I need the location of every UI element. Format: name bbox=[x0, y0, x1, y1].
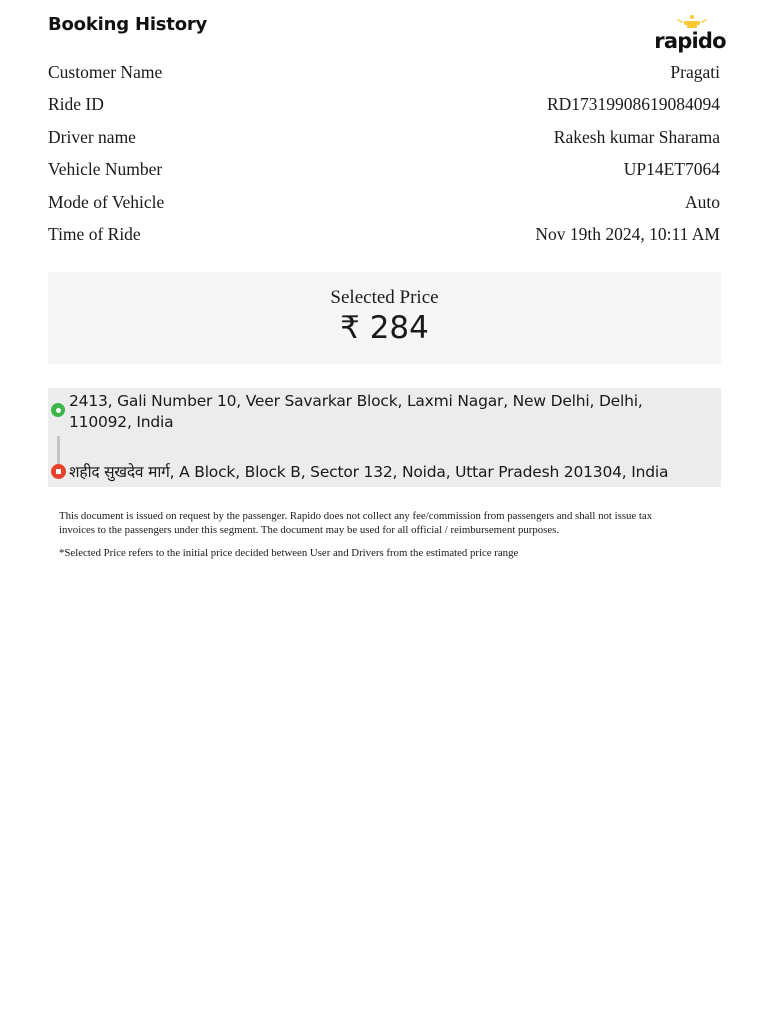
detail-row-vehicle-mode bbox=[48, 186, 720, 219]
detail-label: Vehicle Number bbox=[48, 159, 163, 180]
detail-value: RD17319908619084094 bbox=[546, 94, 720, 115]
detail-row-customer-name bbox=[48, 56, 720, 89]
detail-value: Auto bbox=[685, 191, 720, 212]
price-panel bbox=[48, 272, 721, 364]
disclaimer-text: This document is issued on request by the passenger. Rapido does not collect any fee/commission from passengers and shall not issue tax invoices to the passengers under this segment. The document may be used for all official / reimbursement purposes. bbox=[59, 510, 653, 536]
detail-label: Ride ID bbox=[48, 94, 104, 115]
detail-label: Time of Ride bbox=[48, 224, 141, 245]
price-value: ₹ 284 bbox=[340, 310, 429, 346]
detail-row-driver-name bbox=[48, 121, 720, 154]
svg-text:rapido: rapido bbox=[654, 29, 726, 53]
price-label: Selected Price bbox=[330, 287, 439, 308]
drop-pin-icon bbox=[51, 464, 66, 479]
detail-row-vehicle-number bbox=[48, 154, 720, 187]
header bbox=[48, 12, 726, 56]
footer-notes bbox=[59, 510, 688, 571]
detail-value: Rakesh kumar Sharama bbox=[553, 126, 720, 147]
detail-value: Pragati bbox=[670, 61, 720, 82]
detail-value: UP14ET7064 bbox=[623, 159, 720, 180]
rapido-logo bbox=[654, 14, 726, 54]
drop-address: शहीद सुखदेव मार्ग, A Block, Block B, Sector 132, Noida, Uttar Pradesh 201304, India bbox=[69, 463, 669, 481]
pickup-address: 2413, Gali Number 10, Veer Savarkar Block, Laxmi Nagar, New Delhi, Delhi, 110092, India bbox=[69, 392, 643, 431]
detail-row-ride-id bbox=[48, 89, 720, 122]
detail-label: Driver name bbox=[48, 126, 136, 147]
ride-details bbox=[48, 56, 720, 251]
route-panel bbox=[48, 388, 721, 487]
pickup-pin-icon bbox=[51, 403, 65, 417]
page-title: Booking History bbox=[48, 14, 208, 35]
detail-label: Customer Name bbox=[48, 61, 163, 82]
detail-label: Mode of Vehicle bbox=[48, 191, 165, 212]
detail-value: Nov 19th 2024, 10:11 AM bbox=[535, 224, 720, 245]
detail-row-ride-time bbox=[48, 219, 720, 252]
price-footnote: *Selected Price refers to the initial price decided between User and Drivers from the estimated price range bbox=[59, 547, 519, 559]
